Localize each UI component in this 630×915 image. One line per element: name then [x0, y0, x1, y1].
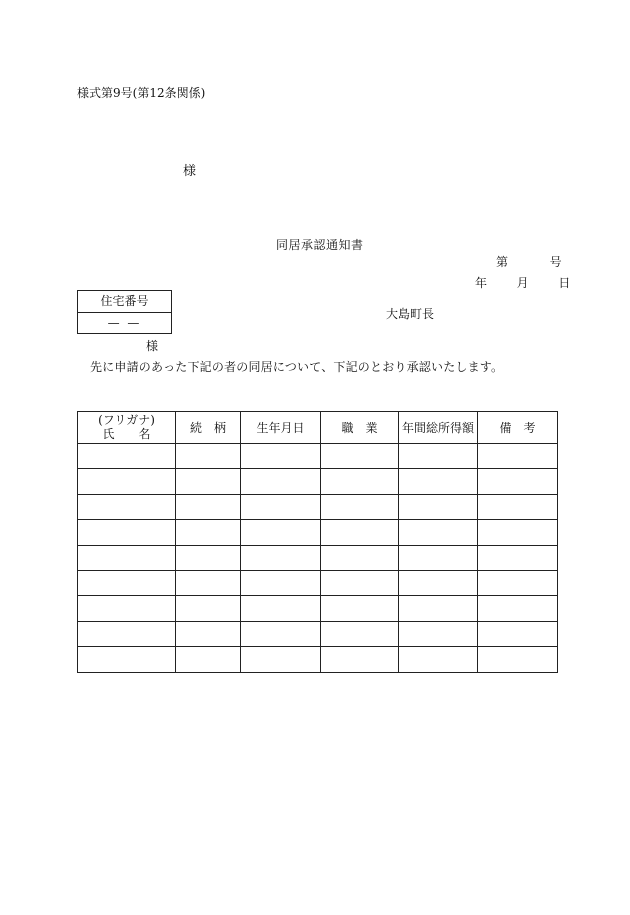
table-cell[interactable] — [321, 621, 399, 646]
addressee-honorific-bottom: 様 — [146, 339, 159, 353]
table-row — [78, 647, 558, 672]
table-cell[interactable] — [399, 621, 478, 646]
table-cell[interactable] — [241, 520, 321, 545]
table-cell[interactable] — [176, 444, 241, 469]
date-year: 年 — [475, 276, 488, 290]
table-cell[interactable] — [241, 444, 321, 469]
table-cell[interactable] — [478, 494, 558, 519]
number-suffix: 号 — [549, 255, 562, 269]
header-name — [78, 412, 176, 444]
table-cell[interactable] — [78, 520, 176, 545]
header-occupation: 職 業 — [321, 412, 399, 444]
table-cell[interactable] — [241, 596, 321, 621]
number-prefix: 第 — [496, 255, 509, 269]
table-cell[interactable] — [478, 444, 558, 469]
cohabitant-table — [77, 411, 558, 673]
form-number: 様式第9号(第12条関係) — [77, 86, 206, 100]
house-number-value: — — — [107, 316, 142, 330]
table-cell[interactable] — [321, 444, 399, 469]
table-cell[interactable] — [399, 647, 478, 672]
table-row — [78, 520, 558, 545]
table-cell[interactable] — [78, 647, 176, 672]
table-cell[interactable] — [321, 494, 399, 519]
table-cell[interactable] — [78, 494, 176, 519]
table-row — [78, 621, 558, 646]
table-cell[interactable] — [321, 520, 399, 545]
table-cell[interactable] — [321, 596, 399, 621]
table-cell[interactable] — [321, 469, 399, 494]
table-row — [78, 469, 558, 494]
table-cell[interactable] — [176, 545, 241, 570]
table-cell[interactable] — [478, 545, 558, 570]
table-cell[interactable] — [478, 621, 558, 646]
table-body — [78, 444, 558, 673]
date-month: 月 — [516, 276, 529, 290]
table-cell[interactable] — [321, 647, 399, 672]
table-cell[interactable] — [241, 621, 321, 646]
issuer-name: 大島町長 — [386, 307, 435, 321]
table-cell[interactable] — [78, 596, 176, 621]
addressee-honorific-top: 様 — [183, 164, 197, 179]
table-cell[interactable] — [176, 621, 241, 646]
table-cell[interactable] — [78, 621, 176, 646]
table-cell[interactable] — [176, 570, 241, 595]
table-cell[interactable] — [321, 570, 399, 595]
table-row — [78, 570, 558, 595]
header-name-label: 氏 名 — [102, 427, 151, 441]
table-cell[interactable] — [399, 596, 478, 621]
table-cell[interactable] — [241, 469, 321, 494]
header-remarks: 備 考 — [478, 412, 558, 444]
date-line — [475, 274, 570, 291]
header-income: 年間総所得額 — [399, 412, 478, 444]
table-cell[interactable] — [176, 494, 241, 519]
house-number-label: 住宅番号 — [78, 291, 171, 313]
table-cell[interactable] — [399, 520, 478, 545]
table-cell[interactable] — [241, 494, 321, 519]
date-day: 日 — [558, 276, 571, 290]
body-text: 先に申請のあった下記の者の同居について、下記のとおり承認いたします。 — [90, 360, 504, 374]
table-cell[interactable] — [78, 469, 176, 494]
table-row — [78, 494, 558, 519]
table-cell[interactable] — [78, 570, 176, 595]
table-header-row — [78, 412, 558, 444]
table-cell[interactable] — [176, 647, 241, 672]
table-row — [78, 596, 558, 621]
table-cell[interactable] — [399, 494, 478, 519]
table-cell[interactable] — [399, 444, 478, 469]
table-row — [78, 444, 558, 469]
document-number-line — [496, 253, 562, 270]
table-cell[interactable] — [78, 444, 176, 469]
table-cell[interactable] — [478, 469, 558, 494]
table-cell[interactable] — [176, 596, 241, 621]
house-number-box — [77, 290, 172, 334]
table-row — [78, 545, 558, 570]
table-cell[interactable] — [321, 545, 399, 570]
table-cell[interactable] — [176, 469, 241, 494]
table-cell[interactable] — [478, 570, 558, 595]
table-cell[interactable] — [478, 520, 558, 545]
table-cell[interactable] — [176, 520, 241, 545]
table-cell[interactable] — [399, 469, 478, 494]
header-furigana: (フリガナ) — [98, 413, 155, 427]
table-cell[interactable] — [241, 570, 321, 595]
table-cell[interactable] — [241, 647, 321, 672]
header-birthdate: 生年月日 — [241, 412, 321, 444]
table-cell[interactable] — [478, 596, 558, 621]
table-cell[interactable] — [399, 570, 478, 595]
table-cell[interactable] — [399, 545, 478, 570]
header-relationship: 続 柄 — [176, 412, 241, 444]
table-cell[interactable] — [241, 545, 321, 570]
table-cell[interactable] — [78, 545, 176, 570]
table-cell[interactable] — [478, 647, 558, 672]
document-title: 同居承認通知書 — [276, 238, 364, 252]
